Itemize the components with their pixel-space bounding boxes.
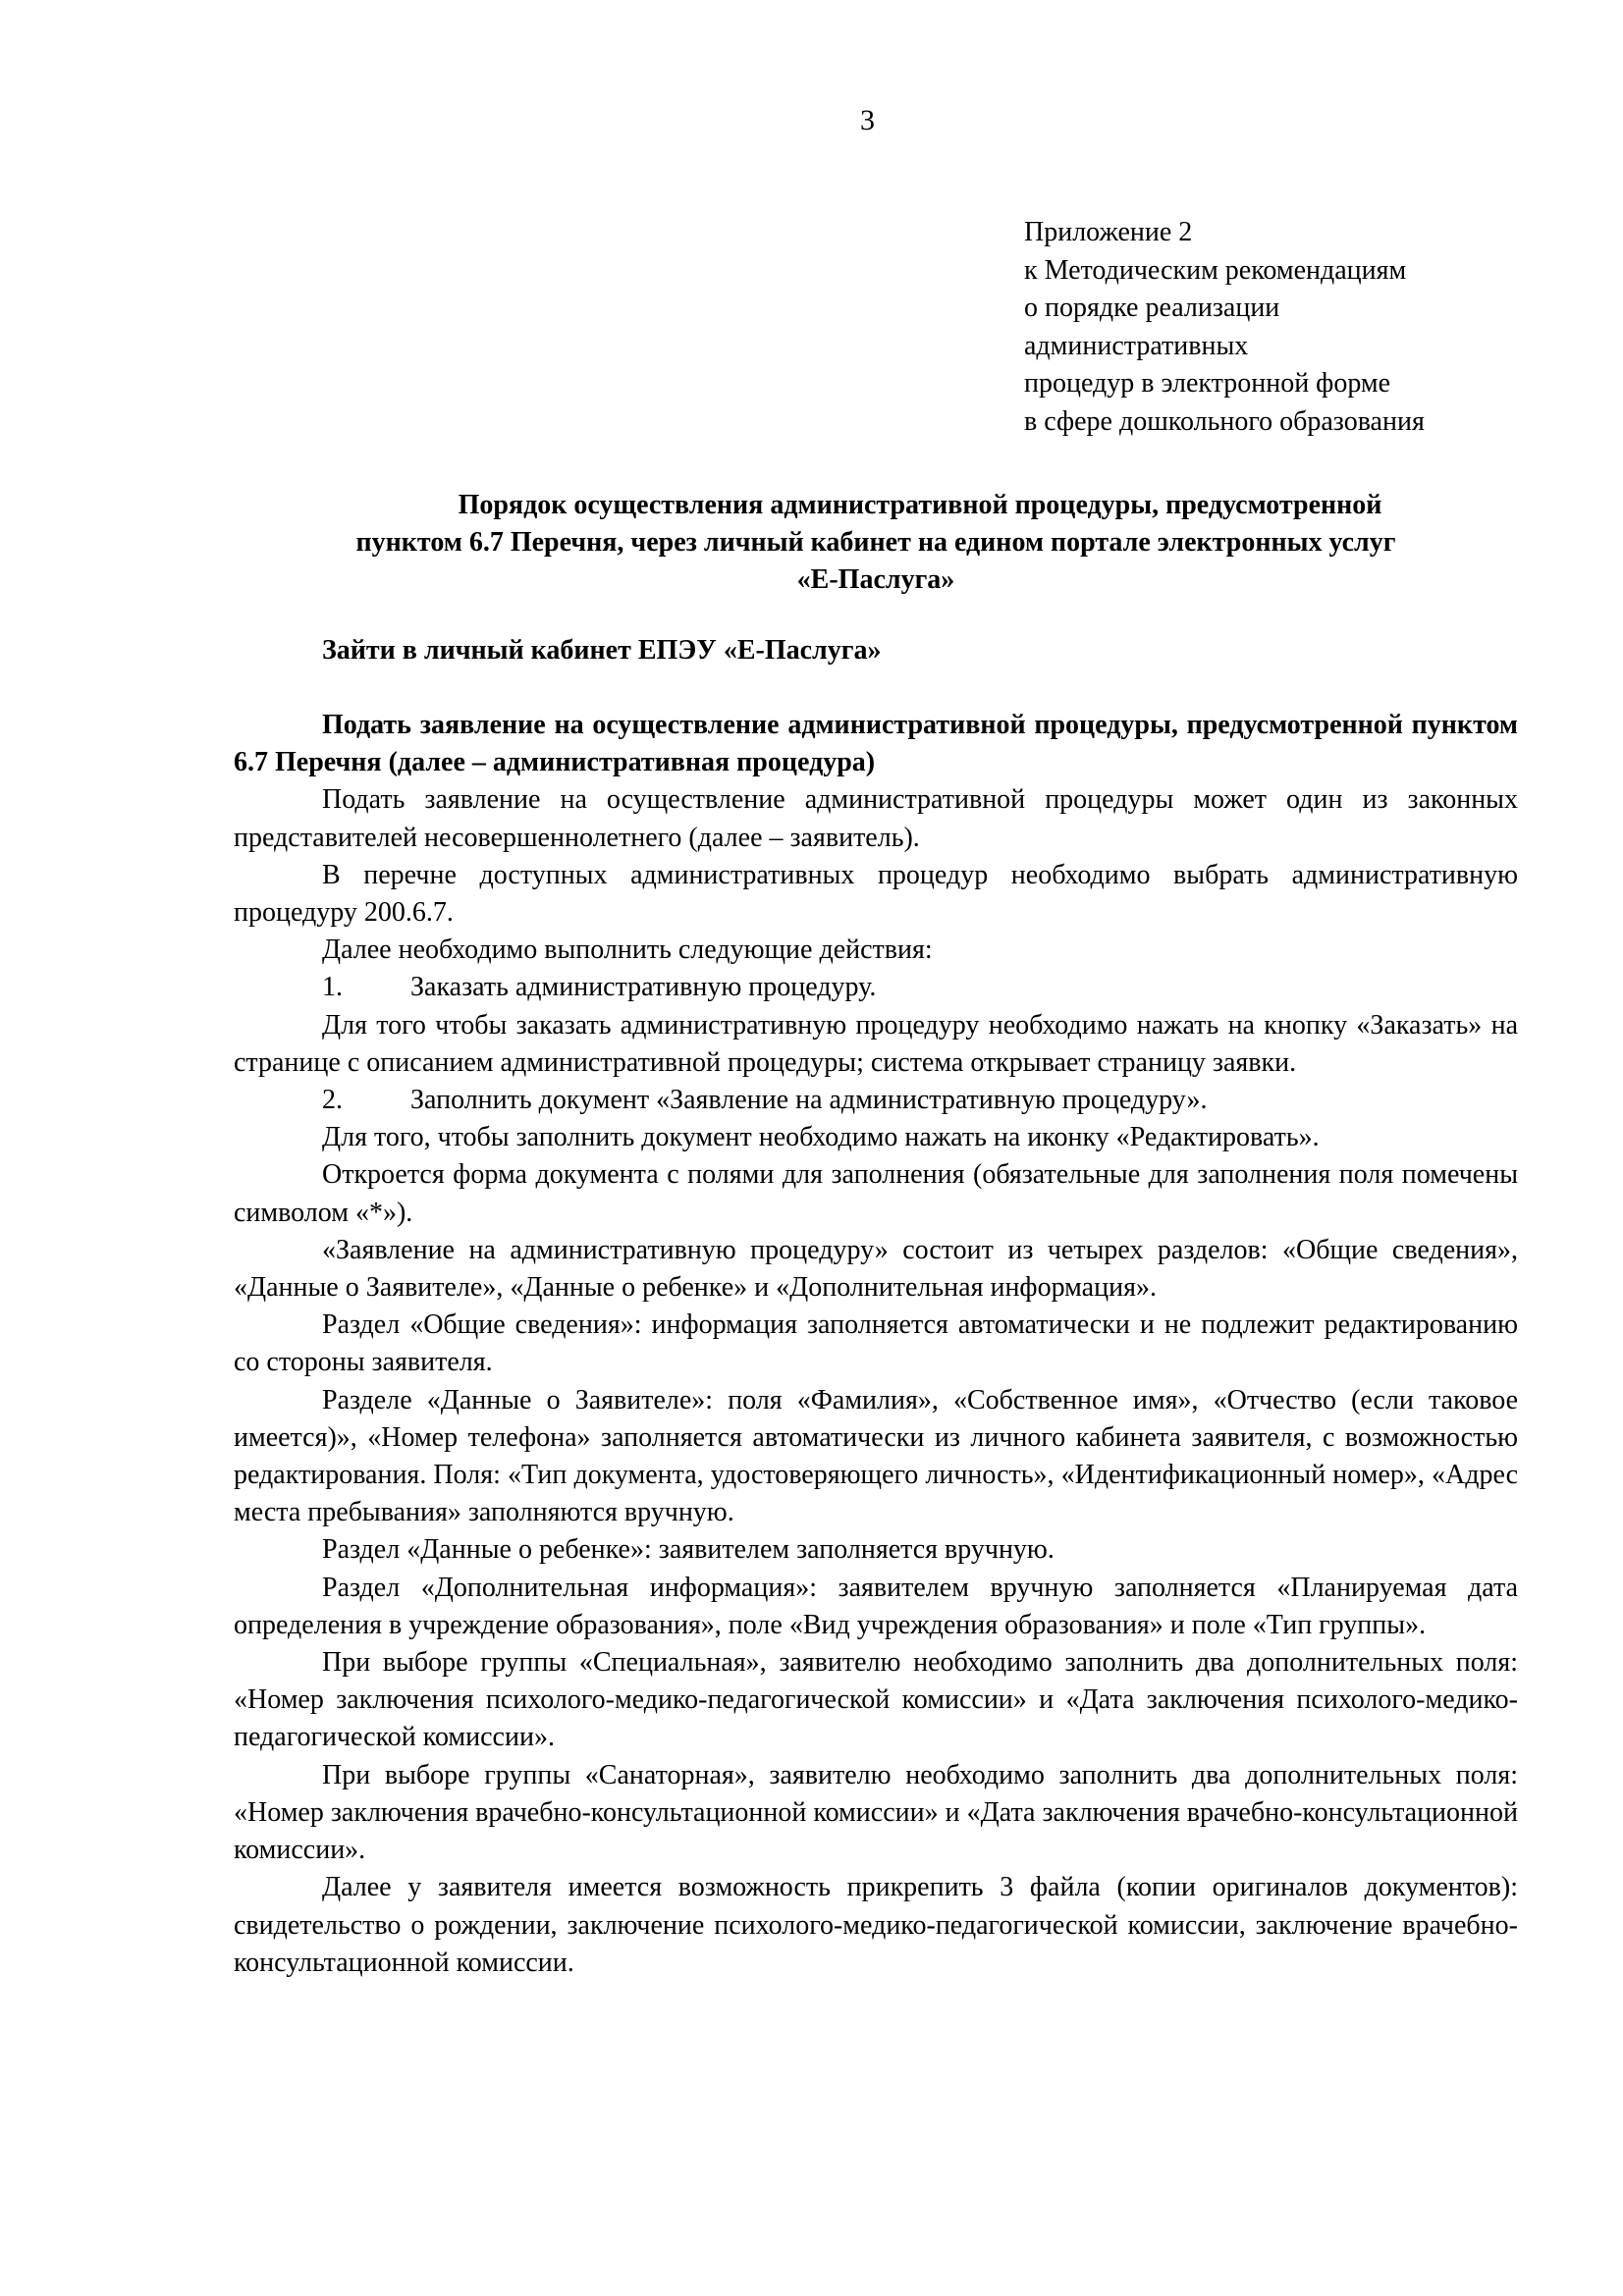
page-number: 3 (860, 104, 875, 136)
appendix-line: административных (1024, 330, 1249, 361)
section-heading: Подать заявление на осуществление административной процедуры, предусмотренной пунктом 6.7 Перечня (далее – административная процедура) (234, 710, 1518, 778)
step-2 (234, 1082, 1518, 1119)
paragraph: «Заявление на административную процедуру» состоит из четырех разделов: «Общие сведения», «Данные о Заявителе», «Данные о ребенке» и «Дополнительная информация». (234, 1234, 1518, 1304)
document-title (234, 487, 1518, 599)
step-1 (234, 969, 1518, 1006)
paragraph: Далее необходимо выполнить следующие действия: (322, 934, 933, 966)
appendix-line: процедур в электронной форме (1024, 368, 1391, 399)
paragraph: При выборе группы «Санаторная», заявителю необходимо заполнить два дополнительных поля: «Номер заключения врачебно-консультационной комиссии» и «Дата заключения врачебно-консультационной комиссии». (234, 1759, 1518, 1866)
appendix-header (1024, 214, 1425, 441)
title-line: пунктом 6.7 Перечня, через личный кабинет на едином портале электронных услуг (355, 527, 1396, 558)
appendix-line: в сфере дошкольного образования (1024, 405, 1425, 437)
document-body (234, 707, 1518, 1982)
paragraph: Раздел «Общие сведения»: информация заполняется автоматически и не подлежит редактированию со стороны заявителя. (234, 1309, 1518, 1378)
paragraph: Разделе «Данные о Заявителе»: поля «Фамилия», «Собственное имя», «Отчество (если таковое имеется)», «Номер телефона» заполняется автоматически из личного кабинета заявителя, с возможностью редактирования. Поля: «Тип документа, удостоверяющего личность», «Идентификационный номер», «Адрес места пребывания» заполняются вручную. (234, 1384, 1518, 1528)
paragraph: Раздел «Дополнительная информация»: заявителем вручную заполняется «Планируемая дата определения в учреждение образования», поле «Вид учреждения образования» и поле «Тип группы». (234, 1572, 1518, 1640)
step-text: Заполнить документ «Заявление на административную процедуру». (410, 1085, 1208, 1116)
paragraph: Для того, чтобы заполнить документ необходимо нажать на иконку «Редактировать». (322, 1122, 1320, 1153)
step-number: 1. (322, 972, 343, 1003)
paragraph: В перечне доступных административных процедур необходимо выбрать административную процедуру 200.6.7. (234, 859, 1518, 929)
step-text: Заказать административную процедуру. (410, 972, 877, 1003)
paragraph: Далее у заявителя имеется возможность прикрепить 3 файла (копии оригиналов документов): свидетельство о рождении, заключение психолого-медико-педагогической комиссии, заключение врачебно-консультационной комиссии. (234, 1872, 1518, 1978)
appendix-line: Приложение 2 (1024, 217, 1193, 247)
title-line: Порядок осуществления административной процедуры, предусмотренной (458, 490, 1382, 520)
login-heading: Зайти в личный кабинет ЕПЭУ «Е-Паслуга» (322, 635, 882, 666)
paragraph: Подать заявление на осуществление административной процедуры может один из законных представителей несовершеннолетнего (далее – заявитель). (234, 784, 1518, 853)
step-number: 2. (322, 1085, 343, 1116)
paragraph: При выборе группы «Специальная», заявителю необходимо заполнить два дополнительных поля: «Номер заключения психолого-медико-педагогической комиссии» и «Дата заключения психолого-медико-педагогической комиссии». (234, 1647, 1518, 1753)
appendix-line: о порядке реализации (1024, 293, 1280, 323)
paragraph: Раздел «Данные о ребенке»: заявителем заполняется вручную. (322, 1534, 1055, 1566)
paragraph: Откроется форма документа с полями для заполнения (обязательные для заполнения поля помечены символом «*»). (234, 1159, 1518, 1228)
appendix-line: к Методическим рекомендациям (1024, 254, 1407, 286)
title-line: «Е-Паслуга» (796, 564, 955, 595)
paragraph: Для того чтобы заказать административную процедуру необходимо нажать на кнопку «Заказать» на странице с описанием административной процедуры; система открывает страницу заявки. (234, 1009, 1518, 1078)
